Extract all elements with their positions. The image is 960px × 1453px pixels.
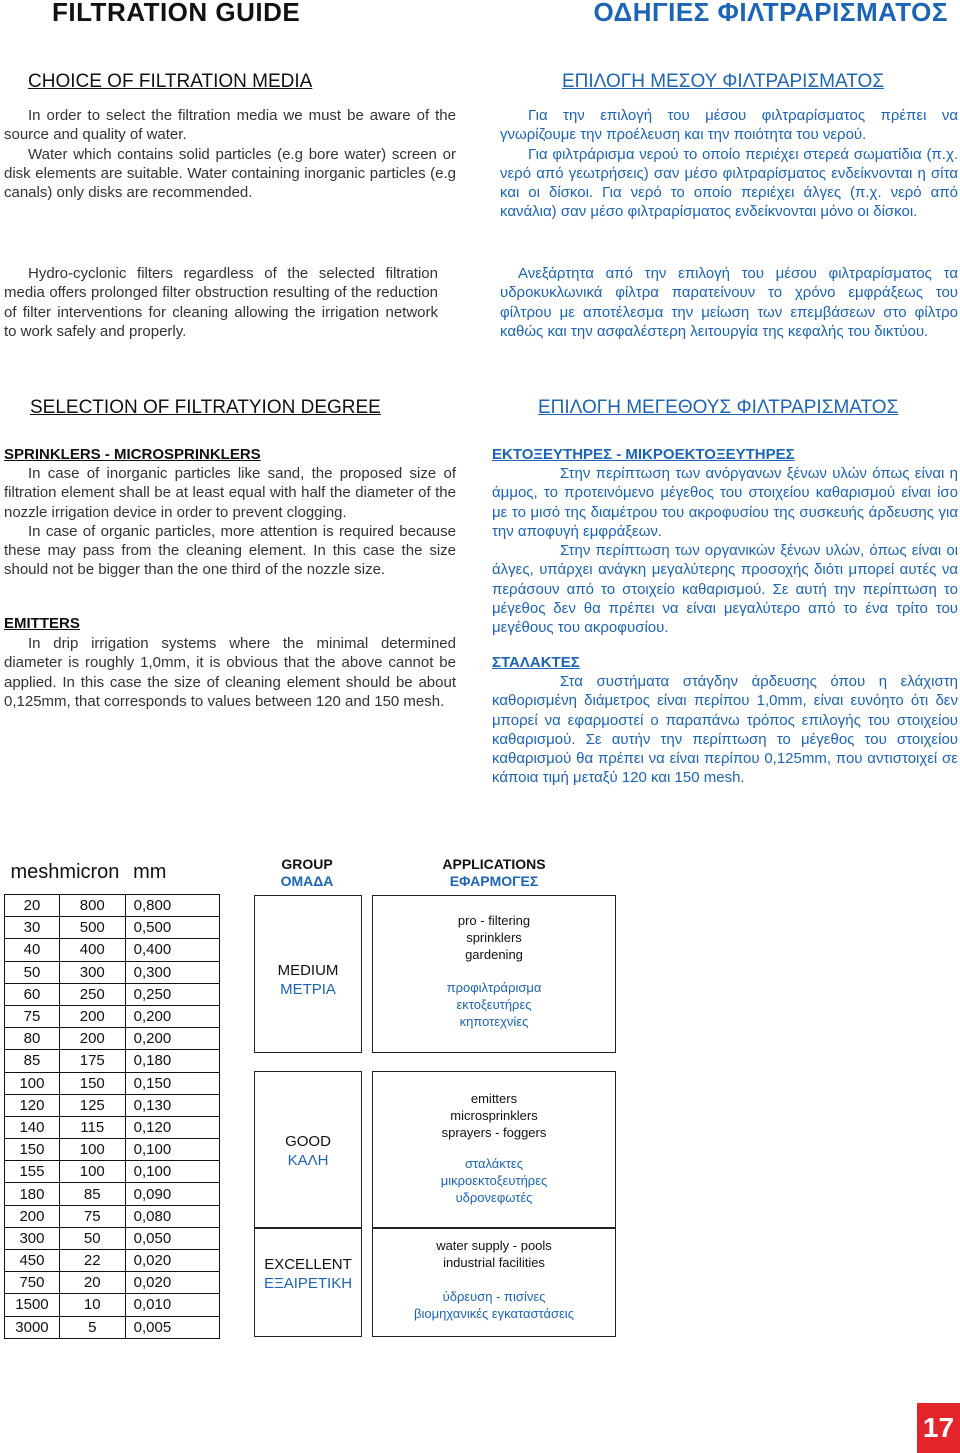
table-row <box>5 1139 220 1161</box>
choice-title-en: CHOICE OF FILTRATION MEDIA <box>28 71 313 92</box>
choice-title-gr: ΕΠΙΛΟΓΗ ΜΕΣΟΥ ΦΙΛΤΡΑΡΙΣΜΑΤΟΣ <box>562 71 885 92</box>
micron-cell: 200 <box>59 1005 125 1027</box>
selection-title-en: SELECTION OF FILTRATYION DEGREE <box>30 397 381 418</box>
group-medium-en: MEDIUM <box>277 962 339 979</box>
applications-header-en: APPLICATIONS <box>442 856 546 872</box>
emitters-heading-en: EMITTERS <box>4 615 80 632</box>
sprinklers-text-gr-1: Στην περίπτωση των ανόργανων ξένων υλών όπως είναι η άμμος, το προτεινόμενο μέγεθος του στοιχείου καθαρισμού είναι ίσο με το μισό της διαμέτρου του ακροφυσίου της συσκευής άρδευσης για την αποφυγή εμφράξεων. <box>492 465 958 540</box>
mm-cell: 0,100 <box>125 1139 219 1161</box>
app-water-supply: water supply - pools <box>436 1238 552 1253</box>
app-emitters: emitters <box>470 1091 518 1106</box>
table-row <box>5 1227 220 1249</box>
mesh-cell: 140 <box>5 1116 60 1138</box>
emitters-paragraph-en <box>4 634 456 711</box>
choice-paragraph-en <box>4 106 456 202</box>
sprinklers-paragraph-gr <box>492 464 958 638</box>
choice-text-en-b: Water which contains solid particles (e.g bore water) screen or disk elements are suitable. Water containing inorganic particles (e.g canals) only disks are recommended. <box>4 145 456 202</box>
micron-cell: 22 <box>59 1250 125 1272</box>
mesh-cell: 30 <box>5 917 60 939</box>
emitters-text-en: In drip irrigation systems where the minimal determined diameter is roughly 1,0mm, it is obvious that the above cannot be applied. In this case the size of cleaning element should be about 0,125mm, that corresponds to values between 120 and 150 mesh. <box>4 635 456 710</box>
micron-cell: 100 <box>59 1139 125 1161</box>
micron-cell: 100 <box>59 1161 125 1183</box>
mesh-cell: 300 <box>5 1227 60 1249</box>
app-pre-filtering-gr: προφιλτράρισμα <box>446 980 542 995</box>
group-good-en: GOOD <box>285 1133 331 1150</box>
choice-text-en-a: In order to select the filtration media we must be aware of the source and quality of water. <box>4 107 456 144</box>
mm-cell: 0,090 <box>125 1183 219 1205</box>
micron-cell: 10 <box>59 1294 125 1316</box>
applications-group-2 <box>372 1090 616 1206</box>
group-excellent-gr: ΕΞΑΙΡΕΤΙΚΗ <box>263 1275 353 1292</box>
app-gardening: gardening <box>465 947 523 962</box>
app-industrial: industrial facilities <box>443 1255 545 1270</box>
applications-group-1 <box>372 912 616 1030</box>
applications-header-gr: ΕΦΑΡΜΟΓΕΣ <box>449 873 539 889</box>
micron-cell: 5 <box>59 1316 125 1338</box>
micron-cell: 20 <box>59 1272 125 1294</box>
page-header <box>0 0 960 28</box>
mesh-cell: 40 <box>5 939 60 961</box>
app-industrial-gr: βιομηχανικές εγκαταστάσεις <box>414 1306 574 1321</box>
micron-cell: 85 <box>59 1183 125 1205</box>
micron-cell: 500 <box>59 917 125 939</box>
col-micron: micron <box>59 860 120 883</box>
micron-cell: 200 <box>59 1028 125 1050</box>
mesh-cell: 450 <box>5 1250 60 1272</box>
choice-text-gr-a: Για την επιλογή του μέσου φιλτραρίσματος πρέπει να γνωρίζουμε την προέλευση και την ποιότητα του νερού. <box>500 107 958 144</box>
micron-cell: 75 <box>59 1205 125 1227</box>
emitters-text-gr: Στα συστήματα στάγδην άρδευσης όπου η ελάχιστη καθορισμένη διάμετρος είναι περίπου 1,0mm, είναι ευνόητο ότι δεν μπορεί να εφαρμοστεί ο παραπάνω τρόπος επιλογής του στοιχείου καθαρισμού. Σε αυτήν την περίπτωση το μέγεθος του στοιχείου καθαρισμού θα πρέπει να είναι περίπου 0,125mm, που αντιστοιχεί σε κάποια τιμή μεταξύ 120 και 150 mesh. <box>492 673 958 787</box>
mm-cell: 0,200 <box>125 1028 219 1050</box>
app-gardening-gr: κηποτεχνίες <box>459 1014 529 1029</box>
header-title-gr: ΟΔΗΓΙΕΣ ΦΙΛΤΡΑΡΙΣΜΑΤΟΣ <box>593 0 948 27</box>
mm-cell: 0,400 <box>125 939 219 961</box>
table-row <box>5 1028 220 1050</box>
mm-cell: 0,200 <box>125 1005 219 1027</box>
mesh-cell: 750 <box>5 1272 60 1294</box>
table-row <box>5 1116 220 1138</box>
micron-cell: 300 <box>59 961 125 983</box>
group-good-gr: ΚΑΛΗ <box>287 1152 329 1169</box>
micron-cell: 125 <box>59 1094 125 1116</box>
app-sprinklers-gr: εκτοξευτήρες <box>456 997 532 1012</box>
table-row <box>5 983 220 1005</box>
table-row <box>5 1005 220 1027</box>
table-row <box>5 1316 220 1338</box>
mesh-cell: 80 <box>5 1028 60 1050</box>
app-sprayers: sprayers - foggers <box>441 1125 547 1140</box>
hydrocyclone-text-en: Hydro-cyclonic filters regardless of the selected filtration media offers prolonged filter obstruction resulting of the reduction of filter interventions for cleaning allowing the irrigation network to work safely and properly. <box>4 265 438 340</box>
mm-cell: 0,800 <box>125 895 219 917</box>
app-sprayers-gr: υδρονεφωτές <box>455 1190 533 1205</box>
mesh-table-header <box>5 850 220 895</box>
sprinklers-text-gr-2: Στην περίπτωση των οργανικών ξένων υλών, όπως είναι οι άλγες, υπάρχει ανάγκη μεγαλύτερης προσοχής διότι μπορεί αυτές να περάσουν από το στοιχείο καθαρισμού. Σε αυτή την περίπτωση το μέγεθος δεν θα πρέπει να είναι μεγαλύτερο από το ένα τρίτο του μεγέθους του ακροφυσίου. <box>492 542 958 637</box>
mm-cell: 0,005 <box>125 1316 219 1338</box>
mesh-cell: 3000 <box>5 1316 60 1338</box>
app-microsprinklers-gr: μικροεκτοξευτήρες <box>440 1173 548 1188</box>
app-microsprinklers: microsprinklers <box>450 1108 538 1123</box>
mm-cell: 0,050 <box>125 1227 219 1249</box>
mm-cell: 0,300 <box>125 961 219 983</box>
table-row <box>5 1250 220 1272</box>
mesh-cell: 120 <box>5 1094 60 1116</box>
col-mm: mm <box>133 860 167 883</box>
app-sprinklers: sprinklers <box>466 930 522 945</box>
app-pre-filtering: pro - filtering <box>457 913 531 928</box>
sprinklers-text-en-2: In case of organic particles, more attention is required because these may pass from the cleaning element. In this case the size should not be bigger than the one third of the nozzle size. <box>4 522 456 579</box>
sprinklers-heading-en: SPRINKLERS - MICROSPRINKLERS <box>4 446 261 463</box>
mesh-cell: 100 <box>5 1072 60 1094</box>
micron-cell: 400 <box>59 939 125 961</box>
selection-title-gr: ΕΠΙΛΟΓΗ ΜΕΓΕΘΟΥΣ ΦΙΛΤΡΑΡΙΣΜΑΤΟΣ <box>538 397 899 418</box>
mm-cell: 0,020 <box>125 1250 219 1272</box>
group-header-en: GROUP <box>281 856 333 872</box>
mm-cell: 0,500 <box>125 917 219 939</box>
mesh-cell: 60 <box>5 983 60 1005</box>
hydrocyclone-paragraph-gr <box>500 264 958 341</box>
micron-cell: 800 <box>59 895 125 917</box>
table-row <box>5 1050 220 1072</box>
table-row <box>5 1183 220 1205</box>
mesh-cell: 85 <box>5 1050 60 1072</box>
table-row <box>5 917 220 939</box>
app-water-supply-gr: ύδρευση - πισίνες <box>442 1289 546 1304</box>
table-row <box>5 1161 220 1183</box>
mm-cell: 0,250 <box>125 983 219 1005</box>
table-row <box>5 1094 220 1116</box>
app-emitters-gr: σταλάκτες <box>464 1156 523 1171</box>
micron-cell: 150 <box>59 1072 125 1094</box>
mesh-cell: 180 <box>5 1183 60 1205</box>
sprinklers-text-en-1: In case of inorganic particles like sand, the proposed size of filtration element shall be at least equal with half the diameter of the nozzle irrigation device in order to prevent clogging. <box>4 465 456 521</box>
mesh-cell: 50 <box>5 961 60 983</box>
page-number: 17 <box>917 1403 960 1453</box>
mm-cell: 0,100 <box>125 1161 219 1183</box>
mm-cell: 0,020 <box>125 1272 219 1294</box>
mesh-cell: 150 <box>5 1139 60 1161</box>
group-header-gr: ΟΜΑΔΑ <box>280 873 334 889</box>
emitters-heading-gr: ΣΤΑΛΑΚΤΕΣ <box>492 654 580 671</box>
emitters-paragraph-gr <box>492 672 958 788</box>
header-title-en: FILTRATION GUIDE <box>52 0 301 27</box>
choice-paragraph-gr <box>500 106 958 222</box>
mesh-cell: 20 <box>5 895 60 917</box>
table-row <box>5 1294 220 1316</box>
micron-cell: 250 <box>59 983 125 1005</box>
mm-cell: 0,080 <box>125 1205 219 1227</box>
col-mesh: mesh <box>10 860 60 883</box>
micron-cell: 115 <box>59 1116 125 1138</box>
mm-cell: 0,150 <box>125 1072 219 1094</box>
hydrocyclone-paragraph-en <box>4 264 438 341</box>
group-medium-gr: ΜΕΤΡΙΑ <box>280 981 336 998</box>
table-row <box>5 939 220 961</box>
table-row <box>5 895 220 917</box>
choice-text-gr-b: Για φιλτράρισμα νερού το οποίο περιέχει στερεά σωματίδια (π.χ. νερό από γεωτρήσεις) σαν μέσο φιλτραρίσματος ενδείκνονται η σίτα και οι δίσκοι. Για νερό το οποίο περιέχει άλγες (π.χ. νερό από κανάλια) σαν μέσο φιλτραρίσματος ενδείκνονται μόνο οι δίσκοι. <box>500 145 958 221</box>
table-row <box>5 1205 220 1227</box>
mesh-cell: 155 <box>5 1161 60 1183</box>
hydrocyclone-text-gr: Ανεξάρτητα από την επιλογή του μέσου φιλτραρίσματος τα υδροκυκλωνικά φίλτρα παρατείνουν το χρόνο εμφράξεως του φίλτρου με αποτέλεσμα την μείωση των επεμβάσεων στο φίλτρο καθώς και την ασφαλέστερη λειτουργία της κεφαλής του δικτύου. <box>500 265 958 340</box>
mm-cell: 0,010 <box>125 1294 219 1316</box>
mesh-cell: 1500 <box>5 1294 60 1316</box>
sprinklers-paragraph-en <box>4 464 456 580</box>
micron-cell: 50 <box>59 1227 125 1249</box>
applications-group-3 <box>372 1237 616 1322</box>
table-row <box>5 1272 220 1294</box>
mm-cell: 0,130 <box>125 1094 219 1116</box>
mm-cell: 0,120 <box>125 1116 219 1138</box>
table-row <box>5 1072 220 1094</box>
mesh-cell: 200 <box>5 1205 60 1227</box>
sprinklers-heading-gr: ΕΚΤΟΞΕΥΤΗΡΕΣ - ΜΙΚΡΟΕΚΤΟΞΕΥΤΗΡΕΣ <box>492 446 795 463</box>
mesh-cell: 75 <box>5 1005 60 1027</box>
table-row <box>5 961 220 983</box>
micron-cell: 175 <box>59 1050 125 1072</box>
mesh-table <box>4 850 220 1339</box>
mm-cell: 0,180 <box>125 1050 219 1072</box>
group-excellent-en: EXCELLENT <box>264 1256 352 1273</box>
group-good-box <box>254 1071 362 1229</box>
